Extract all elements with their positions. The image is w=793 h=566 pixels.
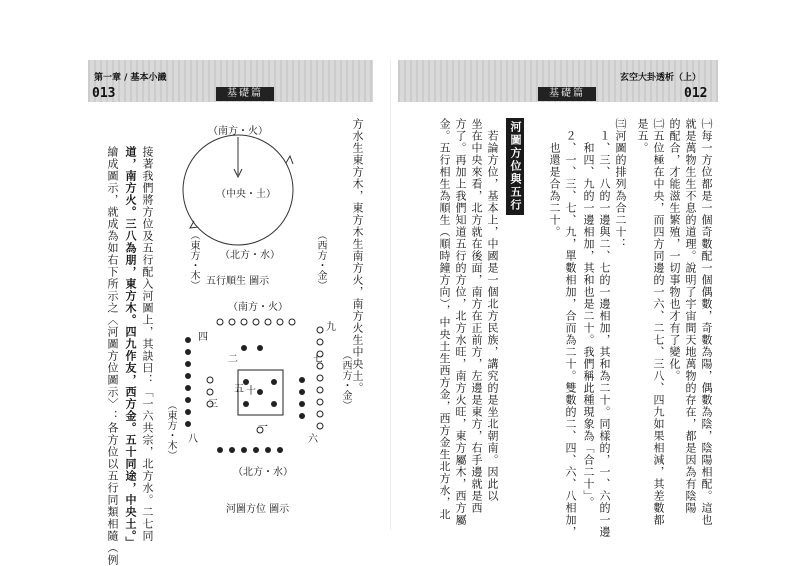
right-col-11: 若論方位，基本上，中國是一個北方民族，講究的是坐北朝南。因此以: [486, 130, 499, 502]
hetu-numeral-5: 五: [234, 384, 244, 395]
book-fold: [390, 60, 391, 530]
hetu-numeral-9: 九: [326, 322, 336, 333]
hetu-label-south: （南方・火）: [228, 302, 288, 313]
hetu-numeral-4: 四: [198, 332, 208, 343]
cycle-node-north: （北方・水）: [220, 250, 280, 261]
hetu-numeral-1: 一: [258, 422, 268, 433]
right-section-badge: 基礎篇: [538, 87, 596, 101]
cycle-node-east: （東方・木）: [188, 230, 199, 290]
hetu-label-north: （北方・水）: [233, 467, 293, 478]
cycle-node-west: （西方・金）: [315, 230, 326, 290]
hetu-numeral-6: 六: [308, 434, 318, 445]
right-page: [398, 60, 718, 538]
cycle-diagram-caption: 五行順生 圖示: [206, 276, 270, 287]
right-col-13: 方了。再加上我們知道五行的方位，北方水旺，南方火旺，東方屬木，西方屬: [454, 118, 467, 526]
hetu-numeral-3: 三: [208, 399, 218, 410]
left-col-3: 道，南方火。三八為朋，東方木。四九作友，西方金。五十同途，中央土。」: [124, 146, 137, 549]
cycle-node-center: （中央・土）: [216, 189, 276, 200]
right-col-12: 坐在中央來看，北方就在後面，南方在正前方，左邊是東方，右手邊就是西: [470, 118, 483, 514]
hetu-label-west: （西方・金）: [340, 350, 351, 410]
cycle-node-south: （南方・火）: [208, 126, 268, 137]
right-col-4: ㈡五位極在中央，而四方同邊的一六、二七、三八、四九如果相減，其差數都: [652, 118, 665, 526]
hetu-diagram-caption: 河圖方位 圖示: [226, 504, 290, 515]
hetu-label-east: （東方・木）: [165, 400, 176, 460]
hetu-numeral-2: 二: [228, 354, 238, 365]
right-col-6: ㈢河圖的排列為合二十：: [614, 118, 627, 250]
right-col-14: 金。五行相生為順生（順時鐘方向），中央土生西方金，西方金生北方水，北: [438, 118, 451, 521]
right-col-9: ２、一、三、七、九，單數相加，合而為二十。雙數的二、四、六、八相加，: [564, 130, 577, 538]
left-col-4: 繪成圖示，就成為如右下所示之〈河圖方位圖示〉：各方位以五行同類相隨（例: [106, 146, 119, 566]
right-running-title: 玄空大卦透析（上）: [620, 73, 702, 83]
hetu-numeral-7: 七: [313, 354, 323, 365]
right-col-3: 的配合，才能滋生繁殖，一切事物也才有了變化。: [668, 118, 681, 382]
left-running-title: 第一章 / 基本小識: [94, 73, 167, 83]
right-col-7: １、三、八的一邊與二、七的一邊相加，其和為二十。同樣的，一、六的一邊: [598, 130, 611, 538]
section-title: 河圖方位與五行: [506, 118, 524, 215]
hetu-numeral-8: 八: [188, 434, 198, 445]
right-col-8: 和四、九的一邊相加，其和也是二十。我們稱此種現象為「合二十」。: [582, 142, 595, 509]
left-page-number: 013: [92, 86, 116, 101]
hetu-numeral-10: 十: [246, 386, 256, 397]
right-col-1: ㈠每一方位都是一個奇數配一個偶數，奇數為陽，偶數為陰，陰陽相配。這也: [700, 118, 713, 526]
right-col-5: 是五。: [636, 118, 649, 154]
left-col-1: 方水生東方木，東方木生南方火，南方火生中央土。: [351, 118, 364, 394]
right-col-2: 就是萬物生生不息的道理。說明了宇宙間天地萬物的存在，都是因為有陰陽: [684, 118, 697, 514]
right-page-number: 012: [684, 86, 708, 101]
left-page: [88, 60, 373, 566]
left-col-2: 接著我們將方位及五行配入河圖上，其訣曰：「一六共宗，北方水。二七同: [141, 146, 154, 542]
left-section-badge: 基礎篇: [216, 87, 274, 101]
right-col-10: 也還是合為二十。: [548, 142, 561, 238]
